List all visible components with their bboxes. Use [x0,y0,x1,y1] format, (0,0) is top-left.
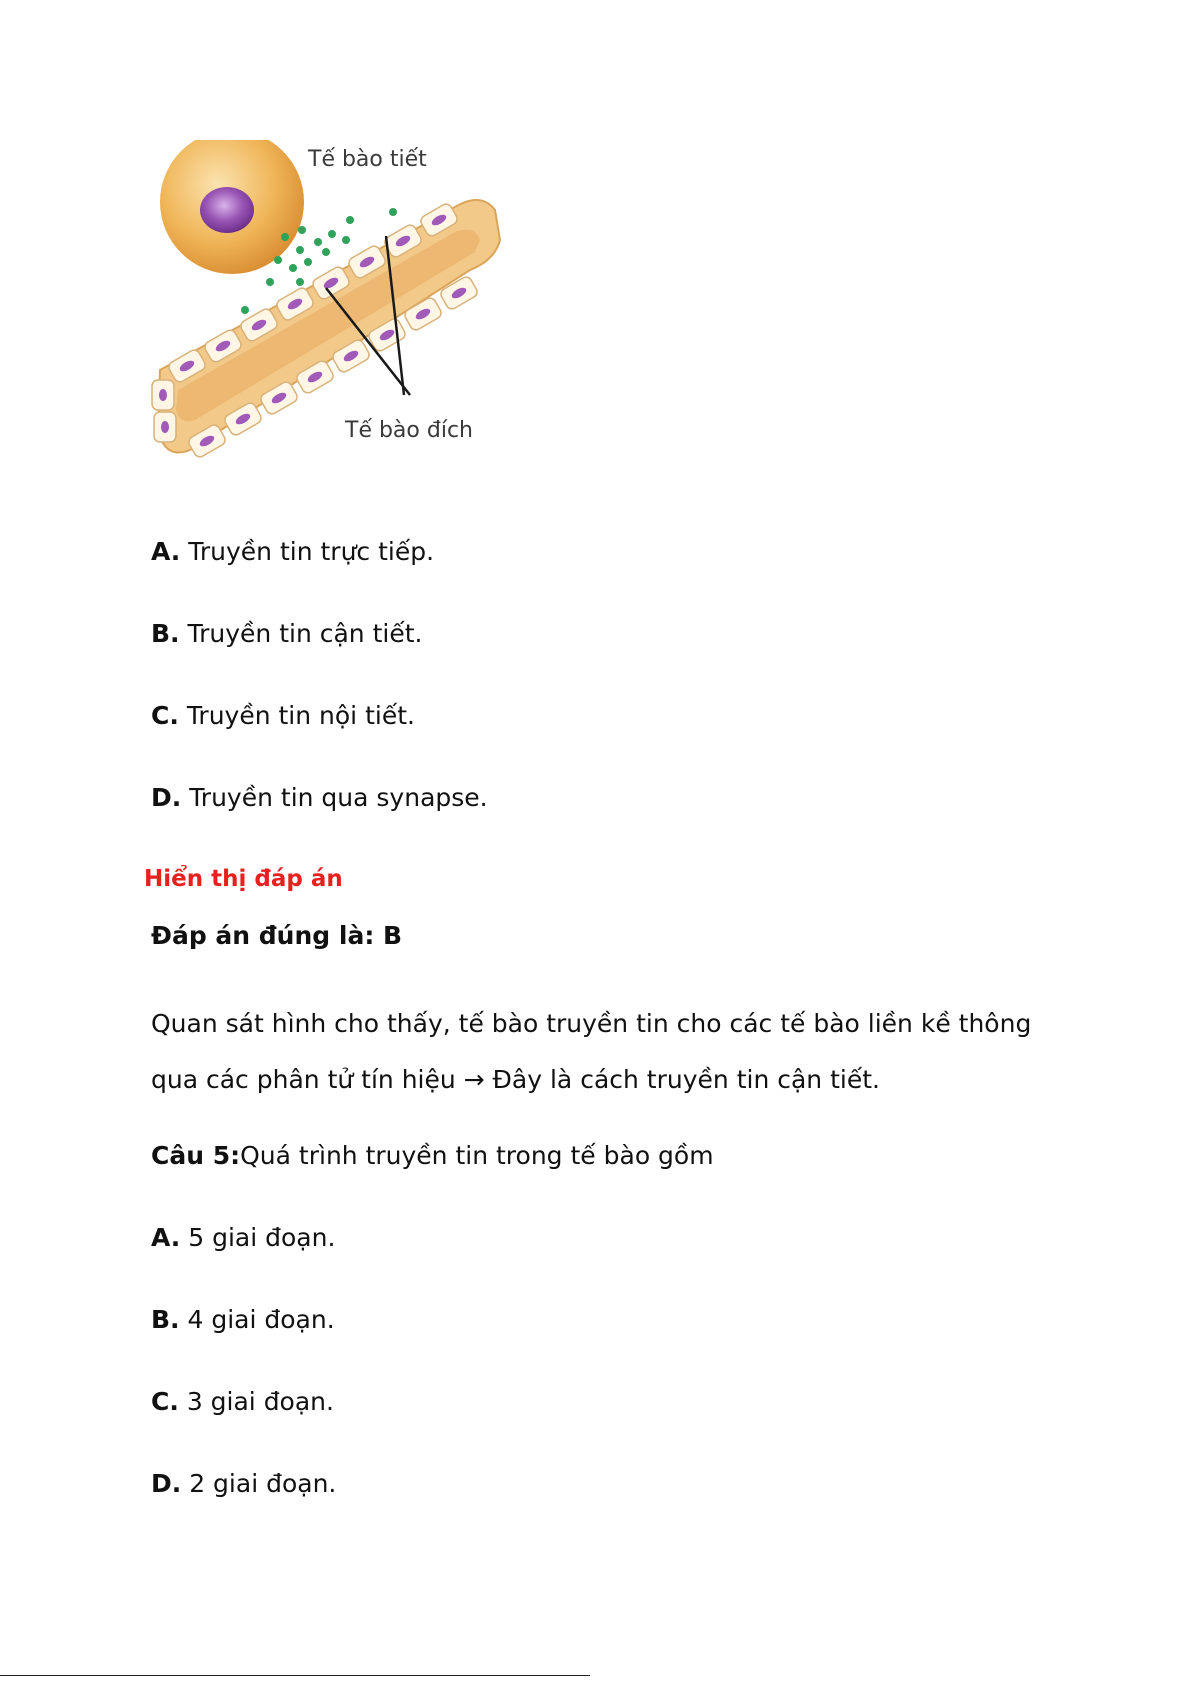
q5-option-b[interactable] [151,1303,335,1337]
label-secreting-cell: Tế bào tiết [308,147,427,172]
option-text: 3 giai đoạn. [186,1387,334,1416]
option-text: Truyền tin cận tiết. [187,619,423,648]
show-answer-link[interactable]: Hiển thị đáp án [144,866,343,892]
option-letter: C. [151,701,179,730]
option-letter: A. [151,537,181,566]
question-5 [151,1139,714,1173]
option-text: 2 giai đoạn. [189,1469,337,1498]
option-letter: B. [151,619,180,648]
option-letter: D. [151,1469,182,1498]
question-number: Câu 5: [151,1141,241,1170]
secreting-cell [160,140,304,274]
q5-option-c[interactable] [151,1385,334,1419]
nucleus-icon [200,187,254,233]
option-text: Truyền tin nội tiết. [186,701,415,730]
option-text: 5 giai đoạn. [188,1223,336,1252]
footer-divider [0,1675,590,1676]
q5-option-a[interactable] [151,1221,335,1255]
q4-option-b[interactable] [151,617,422,651]
option-letter: B. [151,1305,180,1334]
option-letter: C. [151,1387,179,1416]
option-text: 4 giai đoạn. [187,1305,335,1334]
option-letter: D. [151,783,182,812]
q4-option-a[interactable] [151,535,434,569]
answer-title: Đáp án đúng là: B [151,921,403,950]
option-text: Truyền tin qua synapse. [189,783,488,812]
paracrine-illustration [150,140,530,485]
cell-diagram [150,140,530,485]
question-text: Quá trình truyền tin trong tế bào gồm [240,1141,714,1170]
q4-option-c[interactable] [151,699,415,733]
option-letter: A. [151,1223,181,1252]
q5-option-d[interactable] [151,1467,336,1501]
answer-explanation: Quan sát hình cho thấy, tế bào truyền tin cho các tế bào liền kề thông qua các phân tử tín hiệu → Đây là cách truyền tin cận tiết. [151,1009,1032,1094]
q4-option-d[interactable] [151,781,488,815]
option-text: Truyền tin trực tiếp. [188,537,435,566]
label-target-cell: Tế bào đích [345,418,473,443]
